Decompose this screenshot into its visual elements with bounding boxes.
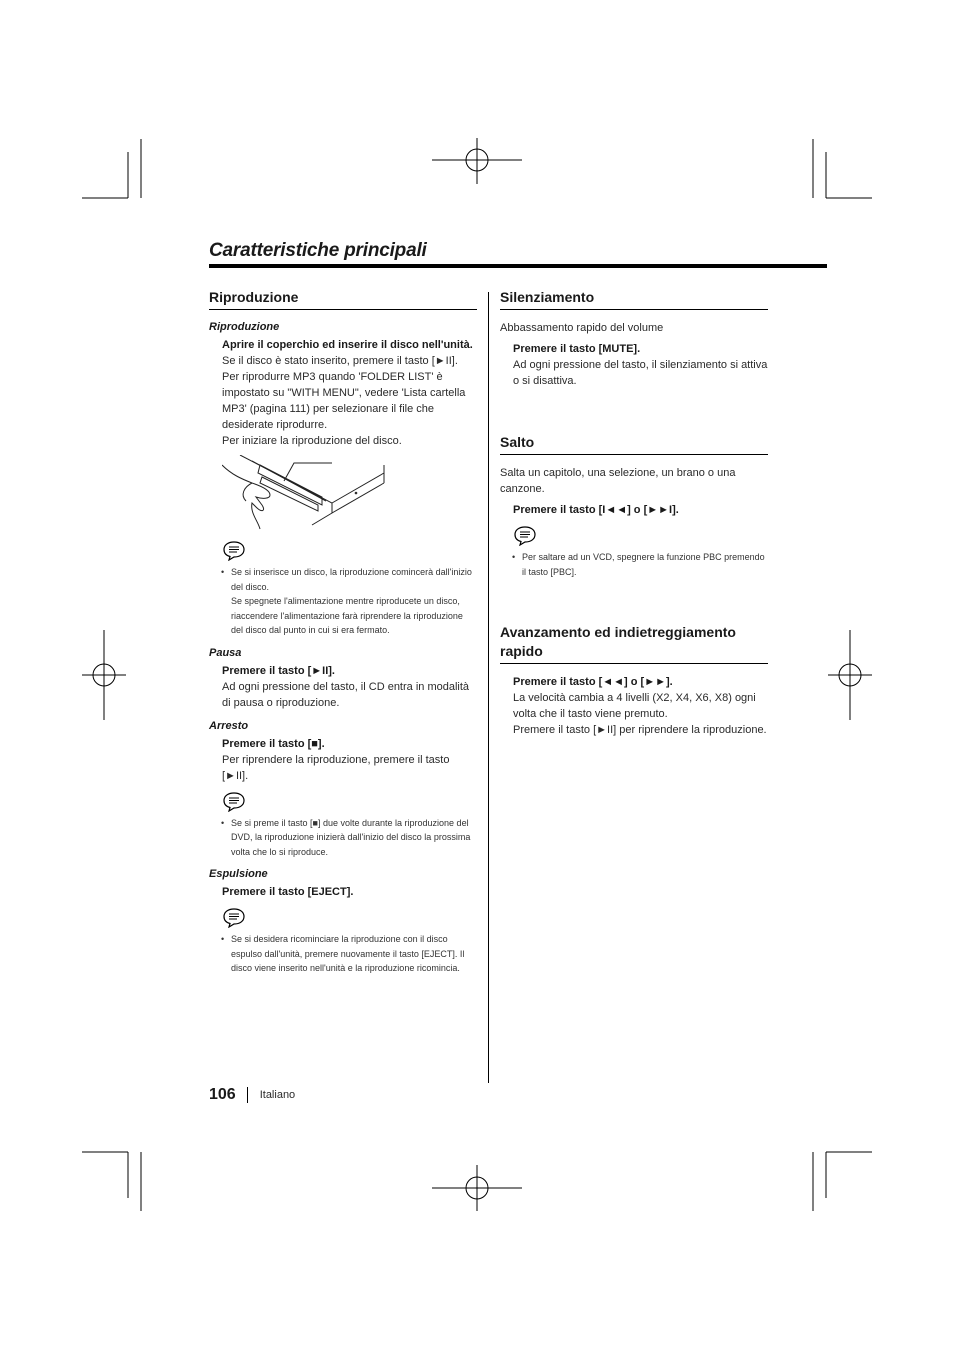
footer-language: Italiano — [259, 1089, 296, 1101]
body-start-playback: Per iniziare la riproduzione del disco. — [222, 435, 402, 447]
note-riproduzione-1: • Se si inserisce un disco, la riproduzione comincerà dall'inizio del disco. — [231, 565, 477, 594]
page-footer — [209, 1086, 295, 1104]
right-column — [500, 288, 768, 738]
step-espulsione: Premere il tasto [EJECT]. — [222, 886, 354, 898]
step-avanzamento: Premere il tasto [◄◄] o [►►]. — [513, 676, 673, 688]
intro-salto: Salta un capitolo, una selezione, un brano o una canzone. — [500, 467, 736, 495]
page-number: 106 — [209, 1086, 236, 1103]
note-icon — [222, 792, 246, 812]
section-heading-silenziamento: Silenziamento — [500, 288, 768, 310]
body-arresto: Per riprendere la riproduzione, premere il tasto [►II]. — [222, 753, 450, 782]
note-riproduzione-2: Se spegnete l'alimentazione mentre riproducete un disco, riaccendere l'alimentazione farà riprendere la riproduzione del disco dal punto in cui si era fermato. — [231, 596, 463, 635]
left-column — [209, 288, 477, 976]
note-icon — [222, 541, 246, 561]
note-salto: • Per saltare ad un VCD, spegnere la funzione PBC premendo il tasto [PBC]. — [522, 550, 768, 579]
body-avanzamento-2: Premere il tasto [►II] per riprendere la riproduzione. — [513, 724, 767, 736]
subhead-arresto: Arresto — [209, 719, 249, 732]
step-salto: Premere il tasto [I◄◄] o [►►I]. — [513, 504, 679, 516]
subhead-riproduzione: Riproduzione — [209, 321, 280, 333]
body-avanzamento-1: La velocità cambia a 4 livelli (X2, X4, X6, X8) ogni volta che il tasto viene premuto. — [513, 692, 756, 720]
section-heading-riproduzione: Riproduzione — [209, 288, 477, 310]
section-heading-salto: Salto — [500, 433, 768, 455]
note-icon — [513, 526, 537, 546]
step-arresto: Premere il tasto [■]. — [222, 737, 325, 750]
note-arresto: • Se si preme il tasto [■] due volte durante la riproduzione del DVD, la riproduzione inizierà dall'inizio del disco la prossima volta che lo si riproduce. — [231, 816, 477, 860]
subhead-espulsione: Espulsione — [209, 868, 268, 880]
body-mute: Ad ogni pressione del tasto, il silenziamento si attiva o si disattiva. — [513, 359, 768, 387]
subhead-pausa: Pausa — [209, 646, 242, 659]
step-insert-disc: Aprire il coperchio ed inserire il disco nell'unità. — [222, 339, 473, 351]
disc-insert-illustration — [222, 455, 388, 533]
page-title: Caratteristiche principali — [209, 240, 427, 261]
body-mp3-folder: Per riprodurre MP3 quando 'FOLDER LIST' è impostato su "WITH MENU", vedere 'Lista cartella MP3' (pagina 111) per selezionare il file che desiderate riprodurre. — [222, 371, 466, 431]
intro-silenziamento: Abbassamento rapido del volume — [500, 322, 664, 334]
body-pausa: Ad ogni pressione del tasto, il CD entra in modalità di pausa o riproduzione. — [222, 680, 470, 709]
footer-separator — [247, 1087, 248, 1103]
step-mute: Premere il tasto [MUTE]. — [513, 343, 641, 355]
body-play-key: Se il disco è stato inserito, premere il tasto [►II]. — [222, 355, 458, 367]
column-divider — [488, 292, 489, 1083]
section-heading-avanzamento: Avanzamento ed indietreggiamento rapido — [500, 623, 768, 664]
note-espulsione: • Se si desidera ricominciare la riproduzione con il disco espulso dall'unità, premere nuovamente il tasto [EJECT]. Il disco viene inserito nell'unità e la riproduzione ricomincia. — [231, 932, 477, 976]
step-pausa: Premere il tasto [►II]. — [222, 664, 335, 677]
note-icon — [222, 908, 246, 928]
title-rule — [209, 264, 827, 268]
